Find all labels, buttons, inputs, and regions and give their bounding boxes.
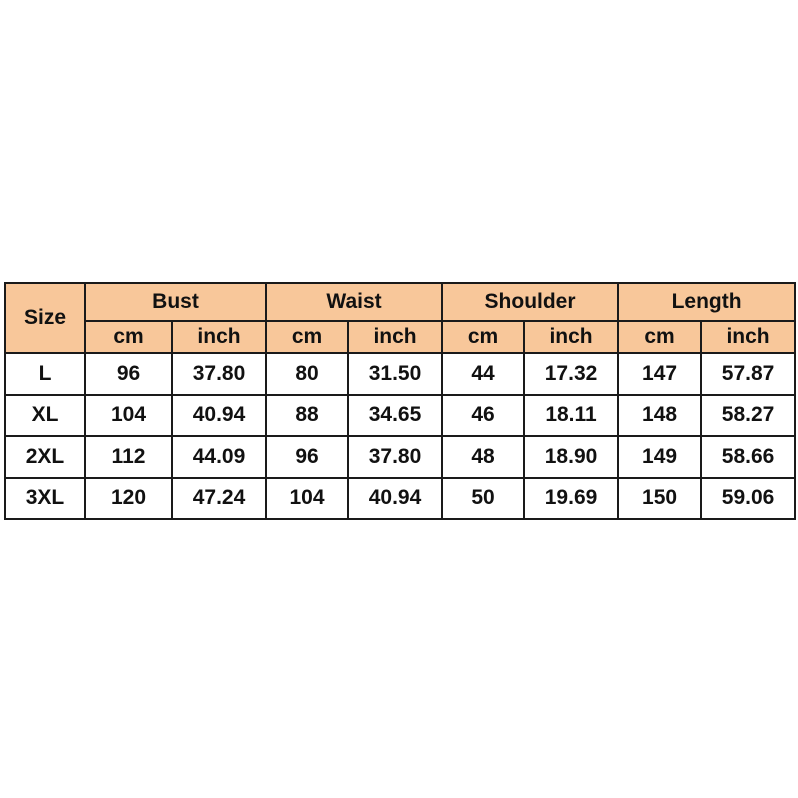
value-cell: 19.69 xyxy=(524,478,618,520)
unit-header: inch xyxy=(524,321,618,353)
unit-header: cm xyxy=(442,321,524,353)
table-row xyxy=(5,395,795,437)
size-cell: XL xyxy=(5,395,85,437)
size-chart-table xyxy=(4,282,796,520)
bust-header: Bust xyxy=(85,283,266,321)
value-cell: 59.06 xyxy=(701,478,795,520)
value-cell: 96 xyxy=(266,436,348,478)
value-cell: 147 xyxy=(618,353,701,395)
value-cell: 57.87 xyxy=(701,353,795,395)
header-row-groups xyxy=(5,283,795,321)
size-cell: 2XL xyxy=(5,436,85,478)
size-cell: 3XL xyxy=(5,478,85,520)
unit-header: inch xyxy=(172,321,266,353)
value-cell: 18.11 xyxy=(524,395,618,437)
value-cell: 149 xyxy=(618,436,701,478)
unit-header: cm xyxy=(618,321,701,353)
value-cell: 44.09 xyxy=(172,436,266,478)
value-cell: 34.65 xyxy=(348,395,442,437)
value-cell: 44 xyxy=(442,353,524,395)
header-row-units xyxy=(5,321,795,353)
waist-header: Waist xyxy=(266,283,442,321)
value-cell: 46 xyxy=(442,395,524,437)
table-row xyxy=(5,478,795,520)
value-cell: 37.80 xyxy=(348,436,442,478)
value-cell: 40.94 xyxy=(348,478,442,520)
table-row xyxy=(5,353,795,395)
size-header: Size xyxy=(5,283,85,353)
unit-header: inch xyxy=(348,321,442,353)
unit-header: cm xyxy=(85,321,172,353)
value-cell: 40.94 xyxy=(172,395,266,437)
value-cell: 50 xyxy=(442,478,524,520)
value-cell: 148 xyxy=(618,395,701,437)
shoulder-header: Shoulder xyxy=(442,283,618,321)
table-row xyxy=(5,436,795,478)
value-cell: 96 xyxy=(85,353,172,395)
unit-header: cm xyxy=(266,321,348,353)
value-cell: 104 xyxy=(85,395,172,437)
unit-header: inch xyxy=(701,321,795,353)
value-cell: 104 xyxy=(266,478,348,520)
value-cell: 47.24 xyxy=(172,478,266,520)
value-cell: 120 xyxy=(85,478,172,520)
value-cell: 17.32 xyxy=(524,353,618,395)
value-cell: 58.27 xyxy=(701,395,795,437)
value-cell: 112 xyxy=(85,436,172,478)
value-cell: 88 xyxy=(266,395,348,437)
value-cell: 58.66 xyxy=(701,436,795,478)
size-cell: L xyxy=(5,353,85,395)
value-cell: 80 xyxy=(266,353,348,395)
value-cell: 150 xyxy=(618,478,701,520)
value-cell: 48 xyxy=(442,436,524,478)
value-cell: 31.50 xyxy=(348,353,442,395)
value-cell: 37.80 xyxy=(172,353,266,395)
length-header: Length xyxy=(618,283,795,321)
value-cell: 18.90 xyxy=(524,436,618,478)
